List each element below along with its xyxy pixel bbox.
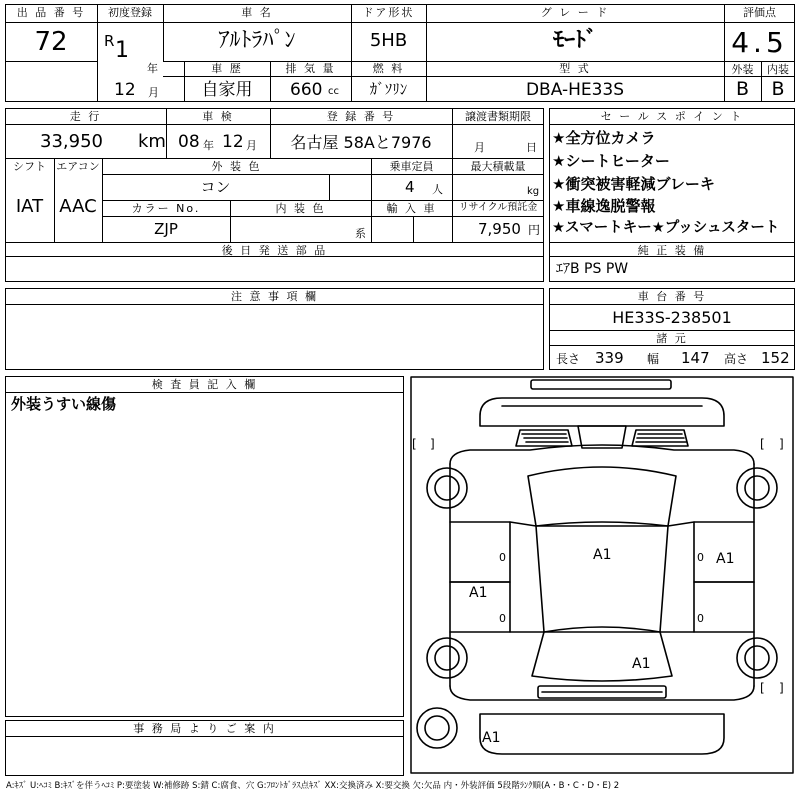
insp-month: 12	[222, 132, 244, 152]
height: 152	[761, 349, 790, 367]
load-label: 最大積載量	[470, 160, 526, 173]
car-name-label: 車 名	[241, 6, 273, 19]
divider	[413, 216, 414, 242]
equipment-label: 純 正 装 備	[637, 244, 707, 257]
zero-mark: 0	[697, 551, 704, 564]
equipment: ｴｱB PS PW	[556, 261, 629, 277]
int-label: 内装	[767, 63, 789, 76]
door: 5HB	[369, 30, 408, 51]
divider	[102, 200, 544, 201]
grade-label: グ レ ー ド	[540, 6, 610, 19]
dims-label: 諸 元	[656, 332, 688, 345]
chassis-label: 車 台 番 号	[637, 290, 707, 303]
divider	[5, 124, 544, 125]
divider	[549, 330, 795, 331]
displacement-label: 排 気 量	[285, 62, 336, 75]
inspector-comment: 外装うすい線傷	[11, 395, 117, 413]
width: 147	[681, 349, 710, 367]
door-label: ドア形状	[362, 6, 415, 19]
damage-mark: A1	[482, 730, 501, 746]
height-label: 高さ	[724, 352, 749, 366]
ac: AAC	[59, 196, 97, 217]
notes-label: 注 意 事 項 欄	[231, 290, 318, 303]
displacement-unit: cc	[328, 86, 339, 97]
model-label: 型 式	[559, 62, 591, 75]
divider	[102, 216, 544, 217]
capacity-unit: 人	[432, 183, 443, 196]
bracket: [	[760, 437, 765, 451]
bracket: ]	[779, 437, 784, 451]
divider	[5, 242, 544, 243]
sales-points-label: セ ー ル ス ポ イ ン ト	[600, 110, 744, 123]
import-label: 輸 入 車	[386, 202, 437, 215]
divider	[5, 61, 97, 62]
month-unit: 月	[148, 86, 159, 99]
inspector-label: 検 査 員 記 入 欄	[151, 378, 258, 391]
legend: A:ｷｽﾞ U:ﾍｺﾐ B:ｷｽﾞを伴うﾍｺﾐ P:要塗装 W:補修跡 S:錆 C:腐食、穴 G:ﾌﾛﾝﾄｶﾞﾗｽ点ｷｽﾞ XX:交換済み X:要交換 欠:欠品 内・外装評価 5段階ﾗﾝｸ順(A・B・C・D・E) 2	[6, 781, 620, 791]
divider	[5, 736, 404, 737]
grade: ﾓｰﾄﾞ	[552, 28, 597, 53]
ac-label: エアコン	[56, 160, 100, 173]
plate-label: 登 録 番 号	[326, 110, 396, 123]
era: R	[104, 32, 115, 50]
plate: 名古屋 58Aと7976	[290, 133, 432, 152]
bracket: [	[412, 437, 417, 451]
car-outline-drawing	[410, 376, 794, 774]
ext-color-label: 外 装 色	[211, 160, 262, 173]
divider	[163, 76, 724, 77]
divider	[549, 124, 795, 125]
history: 自家用	[201, 80, 253, 100]
lot-no: 72	[34, 27, 68, 57]
divider	[5, 304, 544, 305]
year-unit: 年	[147, 62, 158, 75]
car-damage-diagram	[410, 376, 794, 774]
transfer-label: 譲渡書類期限	[465, 110, 531, 123]
divider	[97, 4, 98, 102]
divider	[5, 392, 404, 393]
insp-month-unit: 月	[246, 139, 257, 152]
transfer-month-unit: 月	[474, 141, 485, 154]
displacement: 660	[290, 80, 323, 100]
length: 339	[595, 349, 624, 367]
lot-no-label: 出 品 番 号	[16, 6, 86, 19]
sales-point: ★スマートキー★プッシュスタート	[552, 220, 780, 236]
insp-year: 08	[178, 132, 200, 152]
sales-point: ★全方位カメラ	[552, 129, 656, 147]
recycle-unit: 円	[528, 223, 541, 237]
mileage-unit: km	[138, 131, 166, 152]
model: DBA-HE33S	[525, 80, 625, 100]
ext-color: コン	[200, 178, 231, 196]
reg-year: 1	[115, 38, 129, 63]
insp-year-unit: 年	[203, 139, 214, 152]
score: 4.5	[731, 26, 788, 59]
divider	[549, 304, 795, 305]
fuel: ｶﾞｿﾘﾝ	[369, 80, 408, 98]
color-no: ZJP	[154, 220, 178, 238]
shift: IAT	[15, 196, 44, 217]
inspector-section	[5, 376, 404, 717]
reg-month: 12	[114, 80, 136, 100]
divider	[549, 242, 795, 243]
bracket: ]	[430, 437, 435, 451]
ext-grade: B	[735, 78, 750, 100]
chassis-no: HE33S-238501	[612, 308, 732, 327]
sales-point: ★シートヒーター	[552, 152, 670, 170]
int-color-unit: 系	[355, 227, 366, 240]
bracket: [	[760, 681, 765, 695]
fuel-label: 燃 料	[372, 62, 405, 75]
length-label: 長さ	[556, 352, 581, 366]
damage-mark: A1	[716, 551, 735, 567]
car-name: ｱﾙﾄﾗﾊﾟﾝ	[218, 28, 296, 53]
capacity-label: 乗車定員	[389, 160, 434, 173]
load-unit: kg	[527, 186, 540, 197]
capacity: 4	[405, 178, 415, 196]
divider	[5, 158, 544, 159]
recycle: 7,950	[478, 220, 521, 238]
divider	[163, 61, 795, 62]
width-label: 幅	[647, 352, 660, 366]
damage-mark: A1	[469, 585, 488, 601]
inspection-label: 車 検	[202, 110, 234, 123]
sales-point: ★車線逸脱警報	[552, 197, 656, 215]
bracket: ]	[779, 681, 784, 695]
zero-mark: 0	[697, 612, 704, 625]
damage-mark: A1	[632, 656, 651, 672]
mileage: 33,950	[40, 131, 103, 152]
history-label: 車 歴	[211, 62, 243, 75]
later-parts-label: 後 日 発 送 部 品	[221, 244, 328, 257]
transfer-day-unit: 日	[526, 141, 537, 154]
recycle-label: リサイクル預託金	[458, 202, 538, 213]
mileage-label: 走 行	[69, 110, 102, 123]
damage-mark: A1	[593, 547, 612, 563]
divider	[724, 76, 795, 77]
ext-label: 外装	[731, 63, 754, 76]
divider	[102, 174, 544, 175]
divider	[549, 345, 795, 346]
office-label: 事 務 局 よ り ご 案 内	[133, 722, 276, 735]
divider	[452, 108, 453, 242]
sales-point: ★衝突被害軽減ブレーキ	[552, 175, 715, 193]
zero-mark: 0	[499, 551, 506, 564]
zero-mark: 0	[499, 612, 506, 625]
divider	[5, 22, 795, 23]
int-color-label: 内 装 色	[275, 202, 326, 215]
shift-label: シフト	[13, 160, 46, 173]
first-reg-label: 初度登録	[108, 6, 152, 19]
color-no-label: カラー No.	[131, 202, 201, 215]
divider	[329, 174, 330, 200]
int-grade: B	[771, 78, 785, 100]
score-label: 評価点	[743, 6, 776, 19]
